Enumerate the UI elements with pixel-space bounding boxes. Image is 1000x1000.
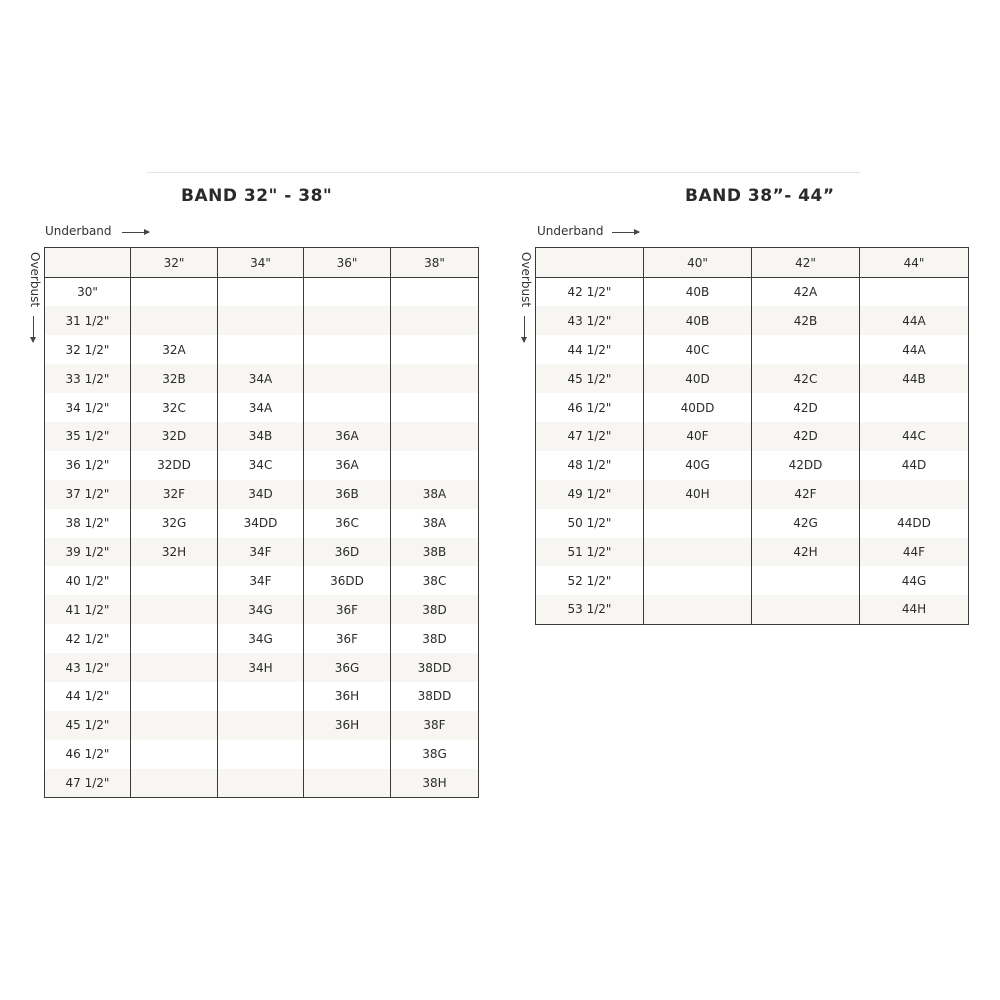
overbust-cell: 53 1/2" — [567, 602, 612, 617]
overbust-cell: 49 1/2" — [567, 487, 612, 502]
size-cell: 44A — [860, 306, 969, 335]
size-cell: 40B — [644, 306, 752, 335]
right-overbust-arrow-icon — [524, 316, 525, 342]
overbust-cell: 40 1/2" — [65, 573, 110, 588]
size-cell — [644, 566, 752, 595]
size-cell — [391, 335, 479, 364]
table-row — [45, 278, 479, 307]
size-cell — [860, 393, 969, 422]
left-overbust-arrow-icon — [33, 316, 34, 342]
table-row — [536, 364, 969, 393]
overbust-cell: 42 1/2" — [65, 631, 110, 646]
size-cell — [391, 393, 479, 422]
table-row — [45, 364, 479, 393]
right-overbust-label: Overbust — [519, 252, 533, 308]
size-cell: 32A — [131, 335, 218, 364]
size-cell: 32C — [131, 393, 218, 422]
overbust-cell: 38 1/2" — [65, 516, 110, 531]
size-cell: 38DD — [391, 682, 479, 711]
table-row — [45, 480, 479, 509]
table-header-row — [45, 248, 479, 278]
size-cell: 42H — [752, 538, 860, 567]
overbust-cell: 46 1/2" — [65, 747, 110, 762]
table-row — [536, 566, 969, 595]
column-header: 44" — [860, 248, 969, 278]
size-cell — [860, 278, 969, 307]
size-cell: 32H — [131, 538, 218, 567]
table-row — [45, 538, 479, 567]
size-cell: 34F — [218, 566, 304, 595]
overbust-cell: 43 1/2" — [567, 313, 612, 328]
size-cell — [644, 595, 752, 624]
size-cell — [752, 335, 860, 364]
table-header-row — [536, 248, 969, 278]
overbust-cell: 51 1/2" — [567, 544, 612, 559]
size-cell — [304, 335, 391, 364]
size-cell: 42G — [752, 509, 860, 538]
overbust-cell: 33 1/2" — [65, 371, 110, 386]
size-cell: 44A — [860, 335, 969, 364]
header-corner-cell — [45, 248, 131, 278]
size-cell: 38C — [391, 566, 479, 595]
size-cell: 36F — [304, 624, 391, 653]
size-cell — [131, 711, 218, 740]
size-cell: 42F — [752, 480, 860, 509]
overbust-cell: 31 1/2" — [65, 313, 110, 328]
column-header: 36" — [304, 248, 391, 278]
size-cell — [752, 595, 860, 624]
overbust-cell: 47 1/2" — [65, 775, 110, 790]
right-chart-title: BAND 38”- 44” — [685, 186, 835, 206]
column-header: 34" — [218, 248, 304, 278]
header-corner-cell — [536, 248, 644, 278]
size-cell: 34B — [218, 422, 304, 451]
size-cell: 42DD — [752, 451, 860, 480]
table-row — [45, 595, 479, 624]
size-cell: 40C — [644, 335, 752, 364]
size-cell — [218, 306, 304, 335]
overbust-cell: 42 1/2" — [567, 285, 612, 300]
size-cell — [131, 595, 218, 624]
size-cell — [131, 769, 218, 798]
size-cell: 40DD — [644, 393, 752, 422]
size-cell: 36F — [304, 595, 391, 624]
size-cell: 42D — [752, 393, 860, 422]
size-cell: 44H — [860, 595, 969, 624]
size-cell: 42B — [752, 306, 860, 335]
size-cell: 38DD — [391, 653, 479, 682]
size-cell: 34H — [218, 653, 304, 682]
overbust-cell: 47 1/2" — [567, 429, 612, 444]
size-cell: 34D — [218, 480, 304, 509]
size-cell: 44G — [860, 566, 969, 595]
size-cell — [304, 278, 391, 307]
size-cell: 42A — [752, 278, 860, 307]
overbust-cell: 45 1/2" — [65, 718, 110, 733]
size-cell: 38G — [391, 740, 479, 769]
left-chart-title: BAND 32" - 38" — [181, 186, 333, 206]
table-row — [536, 422, 969, 451]
size-cell — [304, 769, 391, 798]
size-cell: 38D — [391, 595, 479, 624]
table-row — [45, 740, 479, 769]
size-cell: 34A — [218, 364, 304, 393]
table-row — [536, 480, 969, 509]
right-underband-arrow-icon — [612, 232, 639, 233]
overbust-cell: 34 1/2" — [65, 400, 110, 415]
size-cell: 42D — [752, 422, 860, 451]
size-cell — [131, 740, 218, 769]
table-row — [536, 509, 969, 538]
size-cell: 38A — [391, 480, 479, 509]
size-cell — [131, 278, 218, 307]
table-row — [536, 335, 969, 364]
overbust-cell: 35 1/2" — [65, 429, 110, 444]
size-cell — [304, 306, 391, 335]
size-cell: 36C — [304, 509, 391, 538]
size-cell: 38B — [391, 538, 479, 567]
size-cell — [644, 538, 752, 567]
size-cell: 36A — [304, 422, 391, 451]
size-cell: 42C — [752, 364, 860, 393]
size-cell: 38F — [391, 711, 479, 740]
size-cell — [304, 393, 391, 422]
table-row — [45, 566, 479, 595]
size-cell — [391, 364, 479, 393]
table-row — [45, 653, 479, 682]
size-cell: 36DD — [304, 566, 391, 595]
table-row — [45, 451, 479, 480]
size-cell: 38H — [391, 769, 479, 798]
size-cell: 34C — [218, 451, 304, 480]
column-header: 32" — [131, 248, 218, 278]
size-cell — [218, 711, 304, 740]
overbust-cell: 48 1/2" — [567, 458, 612, 473]
table-row — [536, 278, 969, 307]
size-cell — [218, 682, 304, 711]
size-cell — [644, 509, 752, 538]
table-row — [45, 682, 479, 711]
size-cell: 36H — [304, 682, 391, 711]
top-divider — [147, 172, 860, 173]
size-cell: 32F — [131, 480, 218, 509]
table-row — [45, 422, 479, 451]
column-header: 42" — [752, 248, 860, 278]
size-cell: 36D — [304, 538, 391, 567]
size-cell: 32B — [131, 364, 218, 393]
table-row — [45, 769, 479, 798]
overbust-cell: 45 1/2" — [567, 371, 612, 386]
size-cell: 44F — [860, 538, 969, 567]
size-cell: 40D — [644, 364, 752, 393]
size-cell: 40G — [644, 451, 752, 480]
size-cell — [131, 682, 218, 711]
overbust-cell: 36 1/2" — [65, 458, 110, 473]
right-underband-label: Underband — [537, 224, 604, 238]
overbust-cell: 30" — [77, 285, 98, 300]
overbust-cell: 32 1/2" — [65, 342, 110, 357]
size-cell — [860, 480, 969, 509]
size-cell: 36G — [304, 653, 391, 682]
table-row — [45, 335, 479, 364]
size-cell: 40F — [644, 422, 752, 451]
table-row — [536, 451, 969, 480]
size-cell: 34A — [218, 393, 304, 422]
column-header: 40" — [644, 248, 752, 278]
overbust-cell: 43 1/2" — [65, 660, 110, 675]
left-underband-label: Underband — [45, 224, 112, 238]
size-cell — [131, 566, 218, 595]
left-overbust-label: Overbust — [28, 252, 42, 308]
size-cell — [391, 422, 479, 451]
table-row — [536, 306, 969, 335]
size-cell — [218, 740, 304, 769]
size-cell — [131, 306, 218, 335]
size-cell — [391, 278, 479, 307]
size-cell: 34G — [218, 595, 304, 624]
size-cell: 34G — [218, 624, 304, 653]
column-header: 38" — [391, 248, 479, 278]
table-row — [45, 393, 479, 422]
size-cell: 40B — [644, 278, 752, 307]
size-cell — [304, 364, 391, 393]
table-row — [536, 538, 969, 567]
size-cell: 36H — [304, 711, 391, 740]
overbust-cell: 46 1/2" — [567, 400, 612, 415]
left-size-table — [44, 247, 479, 798]
size-cell — [218, 769, 304, 798]
size-cell: 32G — [131, 509, 218, 538]
table-row — [45, 624, 479, 653]
size-cell: 32DD — [131, 451, 218, 480]
size-cell: 44C — [860, 422, 969, 451]
size-cell: 40H — [644, 480, 752, 509]
overbust-cell: 52 1/2" — [567, 573, 612, 588]
overbust-cell: 37 1/2" — [65, 487, 110, 502]
size-cell — [391, 306, 479, 335]
size-cell — [304, 740, 391, 769]
size-cell: 38D — [391, 624, 479, 653]
size-cell: 32D — [131, 422, 218, 451]
size-cell: 34DD — [218, 509, 304, 538]
table-row — [45, 306, 479, 335]
size-cell — [752, 566, 860, 595]
overbust-cell: 44 1/2" — [65, 689, 110, 704]
right-size-table — [535, 247, 969, 625]
left-underband-arrow-icon — [122, 232, 149, 233]
overbust-cell: 44 1/2" — [567, 342, 612, 357]
size-cell — [218, 335, 304, 364]
size-cell: 44B — [860, 364, 969, 393]
table-row — [536, 595, 969, 624]
size-cell: 36B — [304, 480, 391, 509]
table-row — [45, 711, 479, 740]
size-cell — [391, 451, 479, 480]
size-cell: 38A — [391, 509, 479, 538]
size-cell — [218, 278, 304, 307]
size-cell — [131, 653, 218, 682]
table-row — [536, 393, 969, 422]
size-cell: 44D — [860, 451, 969, 480]
overbust-cell: 50 1/2" — [567, 516, 612, 531]
table-row — [45, 509, 479, 538]
size-cell: 34F — [218, 538, 304, 567]
overbust-cell: 39 1/2" — [65, 544, 110, 559]
size-cell — [131, 624, 218, 653]
size-cell: 36A — [304, 451, 391, 480]
overbust-cell: 41 1/2" — [65, 602, 110, 617]
size-cell: 44DD — [860, 509, 969, 538]
